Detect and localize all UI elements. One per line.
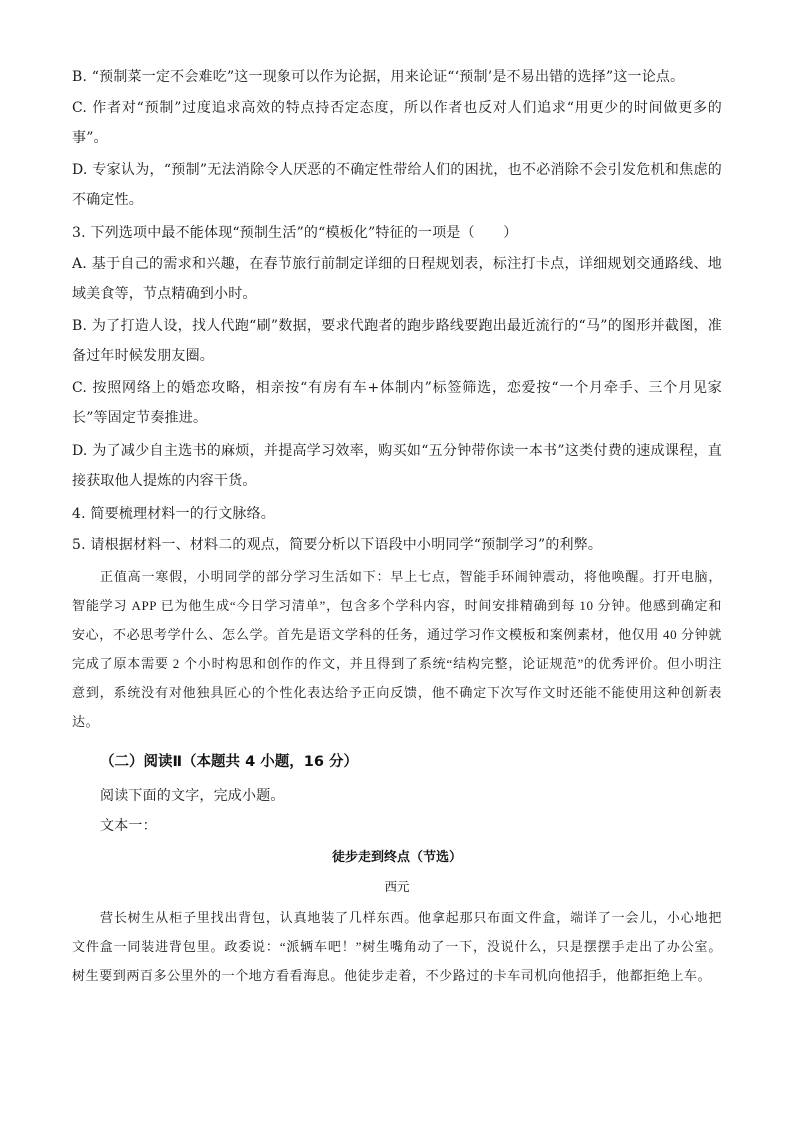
option-3b: B. 为了打造人设，找人代跑“刷”数据，要求代跑者的跑步路线要跑出最近流行的“马”的图形并截图，准备过年时候发朋友圈。 bbox=[72, 318, 722, 364]
question-5: 5. 请根据材料一、材料二的观点，简要分析以下语段中小明同学“预制学习”的利弊。 bbox=[72, 537, 603, 553]
story-paragraph: 营长树生从柜子里找出背包，认真地装了几样东西。他拿起那只布面文件盒，端详了一会儿，小心地把文件盒一同装进背包里。政委说：“派辆车吧！”树生嘴角动了一下，没说什么，只是摆摆手走出了办公室。树生要到两百多公里外的一个地方看看海息。他徒步走着，不少路过的卡车司机向他招手，他都拒绝上车。 bbox=[72, 910, 722, 983]
text-label: 文本一： bbox=[100, 818, 157, 834]
question-3-stem: 3. 下列选项中最不能体现“预制生活”的“模板化”特征的一项是（ ） bbox=[72, 225, 518, 241]
story-title: 徒步走到终点（节选） bbox=[331, 849, 462, 864]
option-3d: D. 为了减少自主选书的麻烦，并提高学习效率，购买如“五分钟带你读一本书”这类付费的速成课程，直接获取他人提炼的内容干货。 bbox=[72, 443, 722, 489]
option-2c: C. 作者对“预制”过度追求高效的特点持否定态度，所以作者也反对人们追求“用更少的时间做更多的事”。 bbox=[72, 100, 722, 146]
question-4: 4. 简要梳理材料一的行文脉络。 bbox=[72, 506, 276, 522]
option-3a: A. 基于自己的需求和兴趣，在春节旅行前制定详细的日程规划表，标注打卡点，详细规划交通路线、地域美食等，节点精确到小时。 bbox=[72, 256, 722, 302]
reading-instruction: 阅读下面的文字，完成小题。 bbox=[100, 788, 285, 804]
section-heading: （二）阅读Ⅱ（本题共 4 小题，16 分） bbox=[100, 754, 358, 770]
option-2b: B. “预制菜一定不会难吃”这一现象可以作为论据，用来论证“‘预制’是不易出错的选择”这一论点。 bbox=[72, 69, 685, 85]
option-2d: D. 专家认为，“预制”无法消除令人厌恶的不确定性带给人们的困扰，也不必消除不会引发危机和焦虑的不确定性。 bbox=[72, 162, 722, 208]
passage-xiaoming: 正值高一寒假，小明同学的部分学习生活如下：早上七点，智能手环闹钟震动，将他唤醒。打开电脑，智能学习 APP 已为他生成“今日学习清单”，包含多个学科内容，时间安排精确到每 10 分钟。他感到确定和安心，不必思考学什么、怎么学。首先是语文学科的任务，通过学习作文模板和案例素材，他仅用 40 分钟就完成了原本需要 2 个小时构思和创作的作文，并且得到了系统“结构完整，论证规范”的优秀评价。但小明注意到，系统没有对他独具匠心的个性化表达给予正向反馈，他不确定下次写作文时还能不能使用这种创新表达。 bbox=[72, 569, 722, 729]
story-author: 西元 bbox=[384, 880, 410, 894]
option-3c: C. 按照网络上的婚恋攻略，相亲按“有房有车+体制内”标签筛选，恋爱按“一个月牵手、三个月见家长”等固定节奏推进。 bbox=[72, 380, 722, 426]
